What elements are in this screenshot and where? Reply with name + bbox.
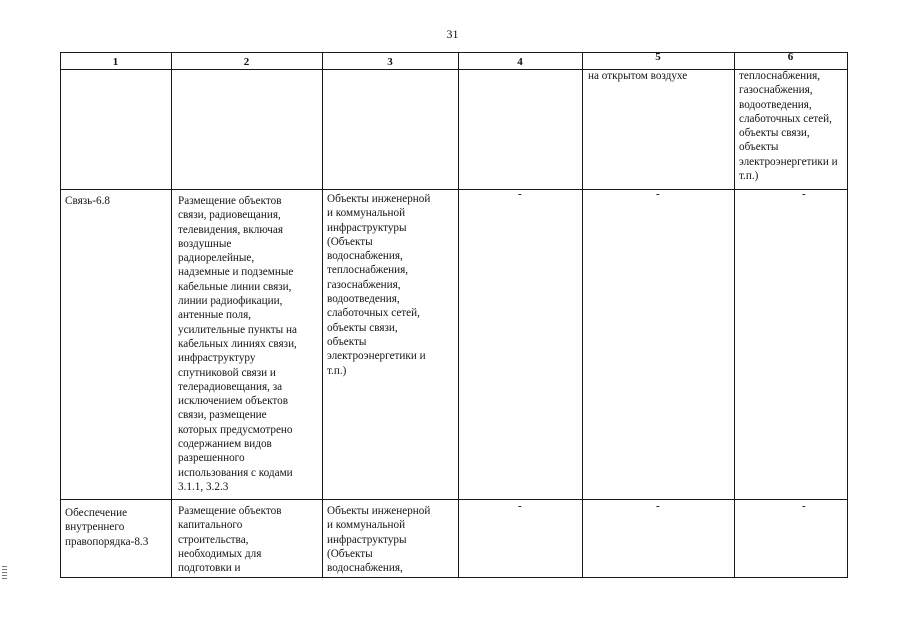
column-border	[171, 52, 172, 578]
table-cell-dash: -	[656, 500, 660, 512]
table-bottom-border	[60, 577, 848, 578]
table-cell-dash: -	[656, 188, 660, 200]
table-cell-objects: Объекты инженерной и коммунальной инфраструктуры (Объекты водоснабжения, теплоснабжения, газоснабжения, водоотведения, слаботочных сетей, объекты связи, объекты электроэнергетики и т.п.)	[327, 193, 431, 377]
column-border	[458, 52, 459, 578]
column-header-3: 3	[387, 56, 393, 68]
column-header-2: 2	[243, 56, 250, 68]
table-cell-dash: -	[518, 188, 522, 200]
column-border	[582, 52, 583, 578]
page-number: 31	[446, 27, 459, 41]
table-cell-use-name: Связь-6.8	[65, 195, 110, 207]
column-border	[847, 52, 848, 578]
scan-margin-mark	[2, 566, 7, 580]
table-cell-dash: -	[802, 500, 806, 512]
column-header-6: 6	[787, 51, 794, 63]
column-border	[322, 52, 323, 578]
column-header-5: 5	[655, 51, 661, 63]
column-border	[734, 52, 735, 578]
continuation-cell-5: на открытом воздухе	[588, 70, 688, 82]
column-border	[60, 52, 61, 578]
regulations-table	[60, 52, 848, 578]
continuation-cell-6: теплоснабжения, газоснабжения, водоотведения, слаботочных сетей, объекты связи, объекты электроэнергетики и т.п.)	[739, 70, 838, 183]
table-cell-use-name: Обеспечение внутреннего правопорядка-8.3	[65, 507, 149, 548]
table-cell-dash: -	[518, 500, 522, 512]
table-cell-objects: Объекты инженерной и коммунальной инфраструктуры (Объекты водоснабжения,	[327, 505, 431, 575]
column-header-4: 4	[517, 56, 523, 68]
row-divider	[60, 189, 848, 190]
table-cell-description: Размещение объектов связи, радиовещания, телевидения, включая воздушные радиорелейные, надземные и подземные кабельные линии связи, линии радиофикации, антенные поля, усилительные пункты на кабельных линиях связи, инфраструктуру спутниковой связи и телерадиовещания, за исключением объектов связи, размещение которых предусмотрено содержанием видов разрешенного использования с кодами 3.1.1, 3.2.3	[178, 195, 297, 493]
column-header-1: 1	[112, 56, 119, 68]
row-divider	[60, 499, 848, 500]
table-cell-dash: -	[802, 188, 806, 200]
table-cell-description: Размещение объектов капитального строительства, необходимых для подготовки и	[178, 505, 282, 575]
